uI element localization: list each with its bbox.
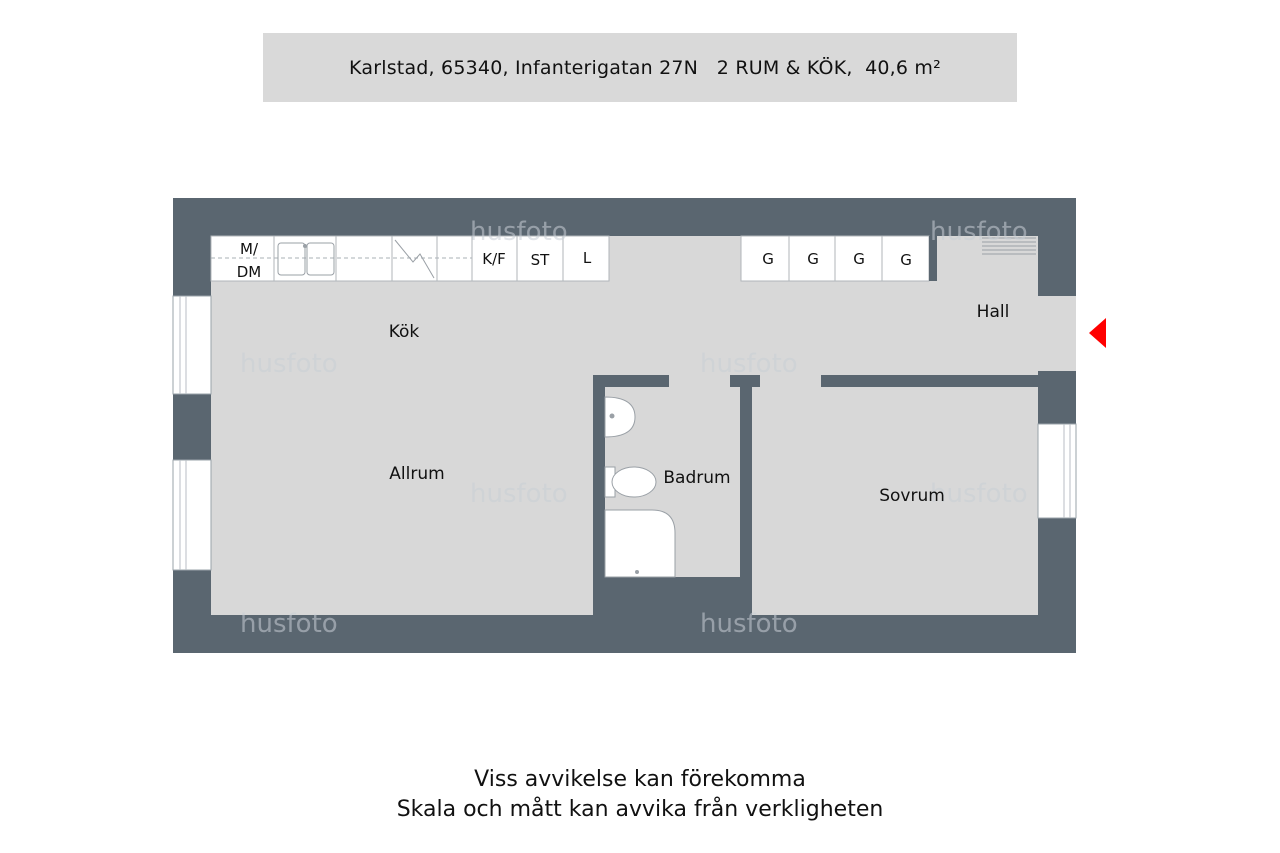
watermark: husfoto xyxy=(930,217,1028,247)
disclaimer-line-2: Skala och mått kan avvika från verkligheten xyxy=(396,797,884,822)
wardrobe-label: G xyxy=(900,251,912,269)
watermark: husfoto xyxy=(240,609,338,639)
shower-icon xyxy=(605,510,675,577)
header-title: Karlstad, 65340, Infanterigatan 27N 2 RUM & KÖK, 40,6 m² xyxy=(349,56,941,79)
stove-label: ST xyxy=(530,251,550,269)
disclaimer-line-1: Viss avvikelse kan förekomma xyxy=(474,767,806,792)
interior-wall xyxy=(821,375,1038,387)
watermark: husfoto xyxy=(930,479,1028,509)
fridge-label: K/F xyxy=(482,250,506,268)
room-label-living: Allrum xyxy=(389,464,445,484)
interior-wall xyxy=(593,375,605,615)
entrance-opening xyxy=(1038,296,1076,371)
room-label-hall: Hall xyxy=(976,302,1010,322)
wardrobe-label: G xyxy=(807,250,819,268)
room-label-kitchen: Kök xyxy=(388,322,420,342)
watermark: husfoto xyxy=(240,349,338,379)
cabinet-label: L xyxy=(582,249,592,267)
watermark: husfoto xyxy=(700,609,798,639)
interior-wall xyxy=(605,375,669,387)
wardrobe-label: G xyxy=(853,250,865,268)
dishwasher-label: M/ xyxy=(240,240,258,258)
wardrobe-label: G xyxy=(762,250,774,268)
room-label-bedroom: Sovrum xyxy=(879,486,945,506)
interior-wall xyxy=(740,375,752,615)
entrance-arrow-icon xyxy=(1089,318,1106,348)
watermark: husfoto xyxy=(470,217,568,247)
window-left-lower xyxy=(173,460,211,570)
watermark: husfoto xyxy=(470,479,568,509)
window-left-upper xyxy=(173,296,211,394)
room-label-bath: Badrum xyxy=(663,468,731,488)
watermark: husfoto xyxy=(700,349,798,379)
window-right xyxy=(1038,424,1076,518)
toilet-icon xyxy=(605,467,656,497)
dishwasher-label: DM xyxy=(236,263,262,281)
